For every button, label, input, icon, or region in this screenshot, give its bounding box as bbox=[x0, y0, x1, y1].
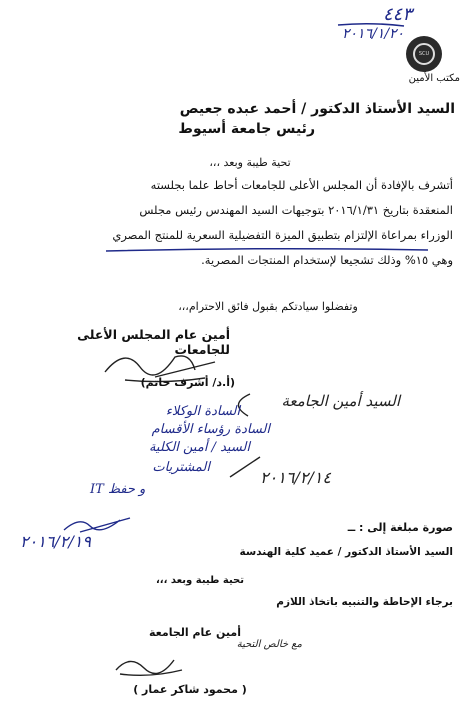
copy-addressee: السيد الأستاذ الدكتور / عميد كلية الهندسة bbox=[239, 546, 453, 558]
copy-instruction: برجاء الإحاطة والتنبيه باتخاذ اللازم bbox=[276, 596, 453, 608]
handwritten-line-3: السيد / أمين الكلية bbox=[148, 440, 250, 455]
body-line-2: المنعقدة بتاريخ ٢٠١٦/١/٣١ بتوجيهات السيد المهندس رئيس مجلس bbox=[139, 203, 453, 217]
body-line-1: أتشرف بالإفادة أن المجلس الأعلى للجامعات أحاط علما بجلسته bbox=[150, 178, 453, 192]
recipient-line-2: رئيس جامعة أسيوط bbox=[178, 121, 315, 137]
incoming-number: ٤٤٣ bbox=[382, 4, 412, 25]
handwritten-date-right: ٢٠١٦/٢/١٤ bbox=[260, 468, 331, 487]
copy-heading: صورة مبلغة إلى : ــ bbox=[347, 521, 453, 534]
copy-greeting: تحية طيبة وبعد ،،، bbox=[156, 575, 244, 586]
body-line-4: وهي ١٥% وذلك تشجيعا لإستخدام المنتجات المصرية. bbox=[201, 253, 453, 267]
closing: وتفضلوا سيادتكم بقبول فائق الاحترام،،، bbox=[178, 300, 358, 313]
handwritten-note-top: السيد أمين الجامعة bbox=[281, 392, 400, 410]
office-label: مكتب الأمين bbox=[408, 73, 460, 84]
university-seal-icon: SCU bbox=[406, 36, 442, 72]
incoming-date: ٢٠١٦/١/٢٠ bbox=[342, 26, 405, 42]
recipient-line-1: السيد الأستاذ الدكتور / أحمد عبده جعيص bbox=[179, 101, 455, 117]
signature-3 bbox=[110, 650, 190, 680]
body-line-3: الوزراء بمراعاة الإلتزام بتطبيق الميزة التفضيلية السعرية للمنتج المصري bbox=[112, 228, 453, 242]
handwritten-line-5: IT و حفظ bbox=[90, 482, 146, 497]
copy-signer-name: ( محمود شاكر عمار ) bbox=[133, 683, 247, 696]
signatory-name: (أ.د/ أشرف حاتم) bbox=[140, 376, 235, 389]
handwritten-date-left: ٢٠١٦/٢/١٩ bbox=[20, 532, 91, 551]
handwritten-bottom-note: مع خالص التحية bbox=[236, 639, 302, 650]
handwritten-line-1: السادة الوكلاء bbox=[165, 404, 240, 419]
copy-signer-title: أمين عام الجامعة bbox=[149, 626, 241, 639]
signatory-title: أمين عام المجلس الأعلى للجامعات bbox=[77, 327, 230, 357]
handwritten-line-2: السادة رؤساء الأقسام bbox=[151, 422, 270, 437]
handwritten-line-4: المشتريات bbox=[152, 460, 210, 475]
handwritten-stroke bbox=[225, 452, 265, 482]
greeting: تحية طيبة وبعد ،،، bbox=[209, 156, 291, 169]
